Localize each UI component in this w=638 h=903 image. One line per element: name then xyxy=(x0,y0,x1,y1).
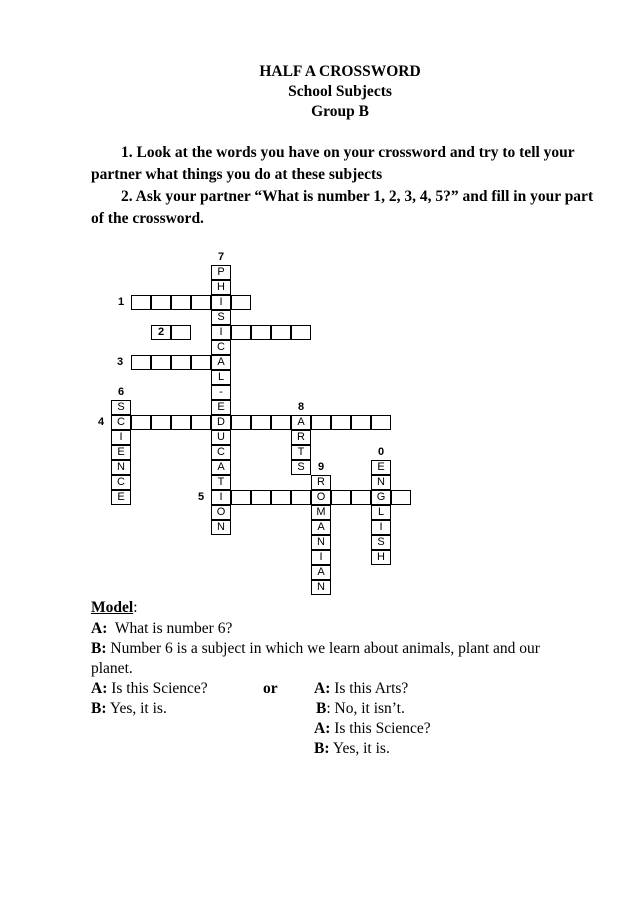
crossword-cell-romanian: N xyxy=(311,580,331,595)
crossword-blank-cell xyxy=(231,295,251,310)
speaker-label: A: xyxy=(91,680,108,697)
crossword-blank-cell xyxy=(151,295,171,310)
dialogue-text: Is this Science? xyxy=(111,680,208,697)
crossword-blank-cell xyxy=(131,355,151,370)
page-subtitle: School Subjects xyxy=(288,83,392,100)
clue-number: 4 xyxy=(97,416,105,428)
crossword-cell-physical-education: D xyxy=(211,415,231,430)
crossword-cell-science: N xyxy=(111,460,131,475)
clue-number: 6 xyxy=(117,386,125,398)
dialogue-text: : No, it isn’t. xyxy=(326,700,405,717)
crossword-cell-romanian: M xyxy=(311,505,331,520)
or-label: or xyxy=(263,680,278,697)
crossword-cell-english: E xyxy=(371,460,391,475)
dialogue-a1 xyxy=(91,619,232,638)
crossword-cell-romanian: R xyxy=(311,475,331,490)
crossword-blank-cell xyxy=(371,415,391,430)
crossword-blank-cell xyxy=(271,490,291,505)
page-title: HALF A CROSSWORD xyxy=(259,63,421,80)
dialogue-text: Yes, it is. xyxy=(109,700,167,717)
crossword-blank-cell xyxy=(151,355,171,370)
dialogue-b3 xyxy=(316,699,405,718)
crossword-blank-cell xyxy=(151,415,171,430)
clue-number: 8 xyxy=(297,401,305,413)
dialogue-b1-cont: planet. xyxy=(91,660,133,677)
crossword-blank-cell xyxy=(271,325,291,340)
crossword-cell-science: I xyxy=(111,430,131,445)
crossword-blank-cell xyxy=(171,355,191,370)
crossword-blank-cell xyxy=(191,415,211,430)
instruction-1: 1. Look at the words you have on your crossword and try to tell your partner what things you do at these subjects xyxy=(91,144,575,183)
clue-number: 0 xyxy=(377,446,385,458)
crossword-blank-cell xyxy=(291,490,311,505)
crossword-cell-english: L xyxy=(371,505,391,520)
crossword-cell-science: E xyxy=(111,445,131,460)
crossword-blank-cell xyxy=(131,415,151,430)
crossword-cell-english: N xyxy=(371,475,391,490)
crossword-cell-physical-education: A xyxy=(211,460,231,475)
dialogue-text: What is number 6? xyxy=(114,620,233,637)
speaker-label: A: xyxy=(314,680,331,697)
crossword-blank-cell xyxy=(271,415,291,430)
crossword-blank-cell xyxy=(171,295,191,310)
crossword-cell-physical-education: - xyxy=(211,385,231,400)
dialogue-a3 xyxy=(314,679,408,698)
clue-number: 7 xyxy=(217,251,225,263)
crossword-blank-cell xyxy=(251,415,271,430)
crossword-blank-cell xyxy=(251,490,271,505)
crossword-blank-cell xyxy=(231,325,251,340)
crossword-cell-physical-education: H xyxy=(211,280,231,295)
clue-number: 3 xyxy=(116,356,124,368)
dialogue-text: Is this Science? xyxy=(334,720,431,737)
crossword-cell-arts: A xyxy=(291,415,311,430)
crossword-blank-cell xyxy=(331,415,351,430)
crossword-cell-physical-education: I xyxy=(211,295,231,310)
crossword-blank-cell xyxy=(331,490,351,505)
model-heading-colon: : xyxy=(133,599,138,616)
clue-number: 5 xyxy=(197,491,205,503)
crossword-cell-physical-education: T xyxy=(211,475,231,490)
crossword-blank-cell xyxy=(191,355,211,370)
crossword-cell-physical-education: C xyxy=(211,340,231,355)
speaker-label: B: xyxy=(91,700,107,717)
crossword-blank-cell xyxy=(251,325,271,340)
crossword-blank-cell xyxy=(171,415,191,430)
speaker-label: A: xyxy=(314,720,331,737)
crossword-cell-physical-education: O xyxy=(211,505,231,520)
crossword-cell-science: S xyxy=(111,400,131,415)
instruction-2: 2. Ask your partner “What is number 1, 2, 3, 4, 5?” and fill in your part of the crossword. xyxy=(91,188,594,227)
crossword-cell-physical-education: A xyxy=(211,355,231,370)
clue-number: 2 xyxy=(157,326,165,338)
crossword-cell-science: E xyxy=(111,490,131,505)
crossword-blank-cell xyxy=(351,415,371,430)
crossword-cell-physical-education: I xyxy=(211,325,231,340)
crossword-cell-arts: T xyxy=(291,445,311,460)
crossword-cell-english: G xyxy=(371,490,391,505)
model-heading xyxy=(91,598,138,617)
dialogue-a4 xyxy=(314,719,431,738)
crossword-blank-cell xyxy=(171,325,191,340)
crossword-cell-romanian: N xyxy=(311,535,331,550)
crossword-cell-physical-education: I xyxy=(211,490,231,505)
crossword-blank-cell xyxy=(391,490,411,505)
dialogue-b1 xyxy=(91,639,540,658)
crossword-blank-cell xyxy=(231,415,251,430)
crossword-cell-physical-education: L xyxy=(211,370,231,385)
dialogue-b2 xyxy=(91,699,167,718)
crossword-cell-physical-education: U xyxy=(211,430,231,445)
crossword-cell-arts: R xyxy=(291,430,311,445)
crossword-cell-arts: S xyxy=(291,460,311,475)
crossword-cell-physical-education: P xyxy=(211,265,231,280)
crossword-cell-romanian: A xyxy=(311,520,331,535)
dialogue-a2 xyxy=(91,679,208,698)
crossword-blank-cell xyxy=(311,415,331,430)
dialogue-text: Yes, it is. xyxy=(332,740,390,757)
crossword-cell-english: H xyxy=(371,550,391,565)
clue-number: 9 xyxy=(317,461,325,473)
crossword-cell-romanian: A xyxy=(311,565,331,580)
crossword-blank-cell xyxy=(291,325,311,340)
crossword-cell-physical-education: C xyxy=(211,445,231,460)
group-label: Group B xyxy=(311,103,369,120)
crossword-cell-english: I xyxy=(371,520,391,535)
crossword-cell-physical-education: E xyxy=(211,400,231,415)
speaker-label: A: xyxy=(91,620,108,637)
crossword-blank-cell xyxy=(131,295,151,310)
dialogue-text: Is this Arts? xyxy=(334,680,409,697)
speaker-label: B: xyxy=(314,740,330,757)
crossword-cell-english: S xyxy=(371,535,391,550)
crossword-cell-physical-education: S xyxy=(211,310,231,325)
dialogue-text: Number 6 is a subject in which we learn about animals, plant and our xyxy=(110,640,540,657)
speaker-label: B xyxy=(316,700,327,717)
crossword-cell-romanian: O xyxy=(311,490,331,505)
clue-number: 1 xyxy=(117,296,125,308)
crossword-cell-romanian: I xyxy=(311,550,331,565)
crossword-cell-physical-education: N xyxy=(211,520,231,535)
crossword-blank-cell xyxy=(231,490,251,505)
speaker-label: B: xyxy=(91,640,107,657)
dialogue-b4 xyxy=(314,739,390,758)
crossword-cell-science: C xyxy=(111,475,131,490)
crossword-blank-cell xyxy=(191,295,211,310)
crossword-cell-science: C xyxy=(111,415,131,430)
model-heading-text: Model xyxy=(91,599,134,616)
crossword-blank-cell xyxy=(351,490,371,505)
